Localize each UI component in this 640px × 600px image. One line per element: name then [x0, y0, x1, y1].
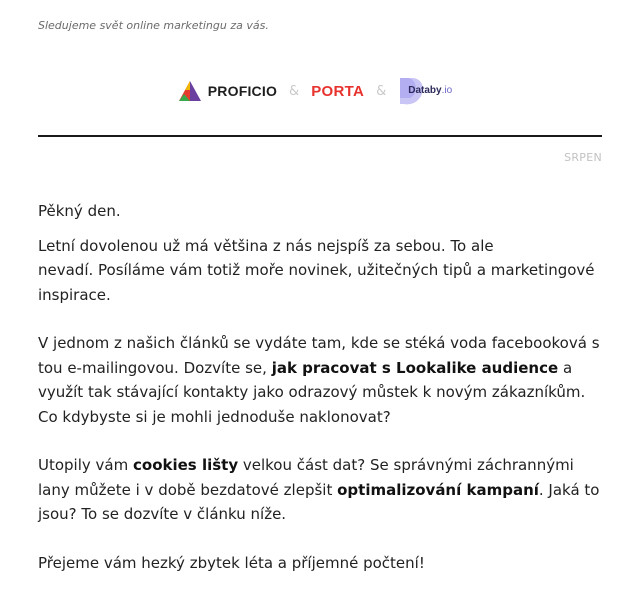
greeting: Pěkný den.: [38, 202, 121, 220]
paragraph-intro: Letní dovolenou už má většina z nás nejspíš za sebou. To ale nevadí. Posíláme vám totiž moře novinek, užitečných tipů a marketingové inspirace.: [38, 236, 595, 304]
porta-logo-text: PORTA: [311, 82, 365, 100]
header-divider: [38, 135, 602, 137]
lookalike-link[interactable]: jak pracovat s Lookalike audience: [271, 358, 559, 377]
logo-separator: &: [289, 83, 300, 99]
cookies-link[interactable]: cookies lišty: [133, 456, 239, 474]
closing-line: Přejeme vám hezký zbytek léta a příjemné počtení!: [38, 553, 425, 572]
paragraph-lookalike: V jednom z našich článků se vydáte tam, kde se stéká voda facebooková s tou e-mailingovou. Dozvíte se, jak pracovat s Lookalike audience a využít tak stávající kontakty jako odrazový můstek k novým zákazníkům. Co kdybyste si je mohli jednoduše naklonovat?: [38, 334, 600, 426]
porta-logo[interactable]: [311, 83, 364, 100]
databy-logo[interactable]: [398, 76, 462, 106]
databy-logo-text: Databy.io: [408, 85, 453, 96]
newsletter-body: [38, 199, 604, 575]
partner-logos: [0, 76, 640, 106]
logo-separator: &: [376, 83, 387, 99]
proficio-logo-text: PROFICIO: [207, 83, 278, 99]
campaign-optimization-link[interactable]: optimalizování kampaní: [337, 480, 539, 499]
proficio-triangle-icon: [178, 80, 202, 102]
proficio-logo[interactable]: [178, 80, 277, 102]
newsletter-tagline: Sledujeme svět online marketingu za vás.: [38, 19, 269, 32]
issue-month: SRPEN: [564, 151, 602, 164]
paragraph-cookies: Utopily vám cookies lišty velkou část dat? Se správnými záchrannými lany můžete i v době bezdatové zlepšit optimalizování kampaní. Jaká to jsou? To se dozvíte v článku níže.: [38, 456, 600, 523]
